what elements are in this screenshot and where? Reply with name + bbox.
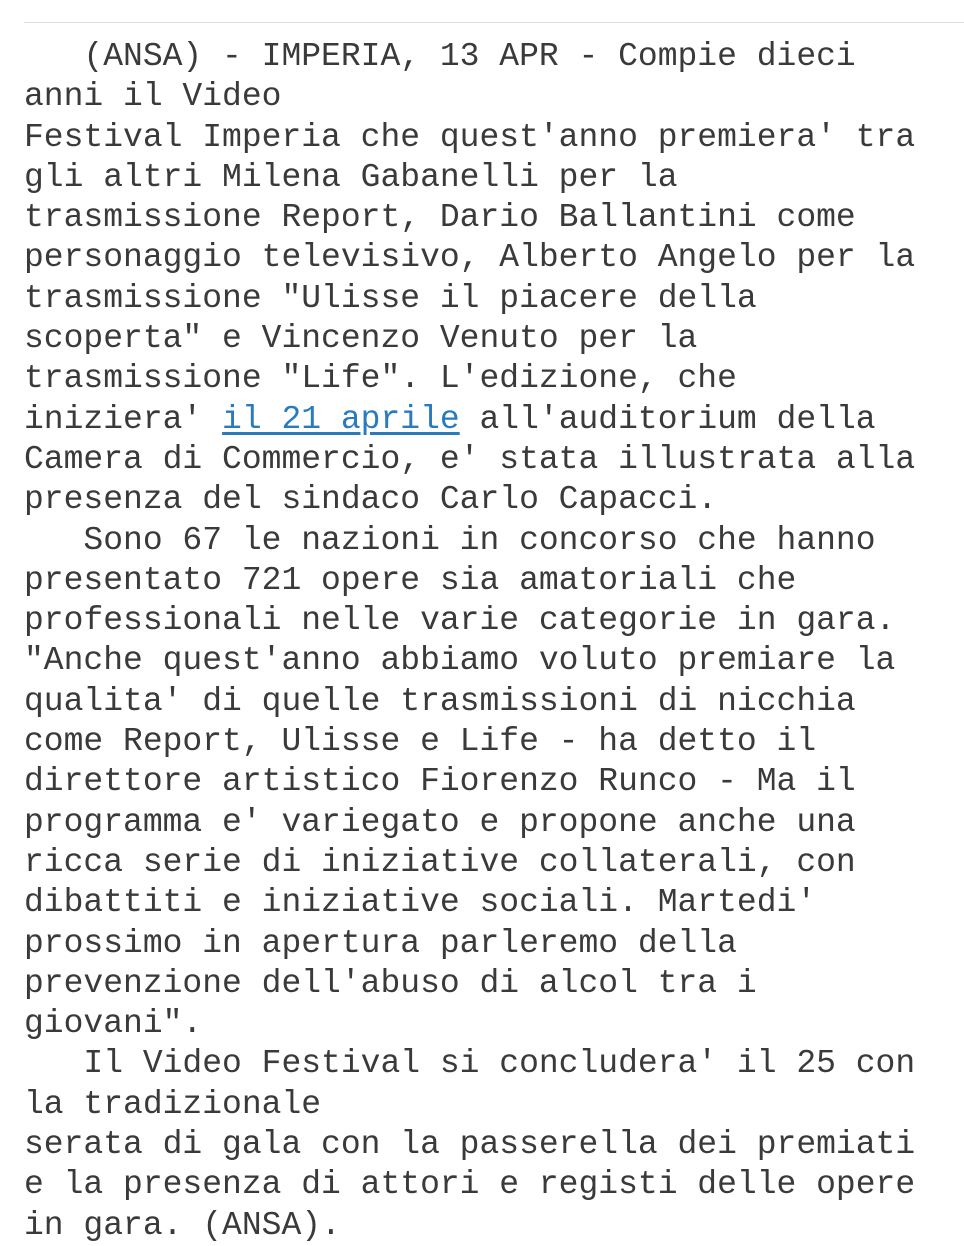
- article-line: prossimo in apertura parleremo della: [24, 924, 737, 962]
- article-line: presenza del sindaco Carlo Capacci.: [24, 481, 718, 519]
- article-line: (ANSA) - IMPERIA, 13 APR - Compie dieci: [24, 38, 856, 75]
- article-line: Il Video Festival si concludera' il 25 con: [24, 1045, 916, 1083]
- article-line: prevenzione dell'abuso di alcol tra i: [24, 964, 757, 1002]
- article-line: gli altri Milena Gabanelli per la: [24, 158, 678, 196]
- article-line: Camera di Commercio, e' stata illustrata alla: [24, 440, 916, 478]
- article-line: dibattiti e iniziative sociali. Martedi': [24, 884, 817, 922]
- article-line: Sono 67 le nazioni in concorso che hanno: [24, 521, 876, 559]
- top-divider: [24, 22, 964, 23]
- article-line: Festival Imperia che quest'anno premiera' tra: [24, 118, 916, 156]
- article-line: scoperta" e Vincenzo Venuto per la: [24, 320, 698, 358]
- article-line: come Report, Ulisse e Life - ha detto il: [24, 723, 817, 761]
- article-line: trasmissione Report, Dario Ballantini come: [24, 199, 856, 237]
- article-line: personaggio televisivo, Alberto Angelo per la: [24, 239, 916, 277]
- article-line: ricca serie di iniziative collaterali, con: [24, 843, 856, 881]
- article-body: [24, 37, 959, 1246]
- article-line: trasmissione "Ulisse il piacere della: [24, 279, 757, 317]
- article-line: professionali nelle varie categorie in gara.: [24, 602, 896, 640]
- date-link[interactable]: il 21 aprile: [222, 400, 460, 438]
- article-line: la tradizionale: [24, 1085, 322, 1123]
- article-line: giovani".: [24, 1005, 203, 1043]
- article-text: iniziera': [24, 400, 223, 438]
- article-line: qualita' di quelle trasmissioni di nicchia: [24, 682, 856, 720]
- article-line: anni il Video: [24, 78, 282, 116]
- article-line: presentato 721 opere sia amatoriali che: [24, 561, 797, 599]
- article-line: trasmissione "Life". L'edizione, che: [24, 360, 737, 398]
- article-line: programma e' variegato e propone anche una: [24, 803, 856, 841]
- article-text: all'auditorium della: [459, 400, 876, 438]
- article-line: "Anche quest'anno abbiamo voluto premiare la: [24, 642, 896, 680]
- article-line: in gara. (ANSA).: [24, 1206, 341, 1244]
- article-line: serata di gala con la passerella dei premiati: [24, 1126, 916, 1164]
- article-line: direttore artistico Fiorenzo Runco - Ma il: [24, 763, 856, 801]
- article-line: [24, 401, 876, 438]
- article-line: e la presenza di attori e registi delle opere: [24, 1166, 916, 1204]
